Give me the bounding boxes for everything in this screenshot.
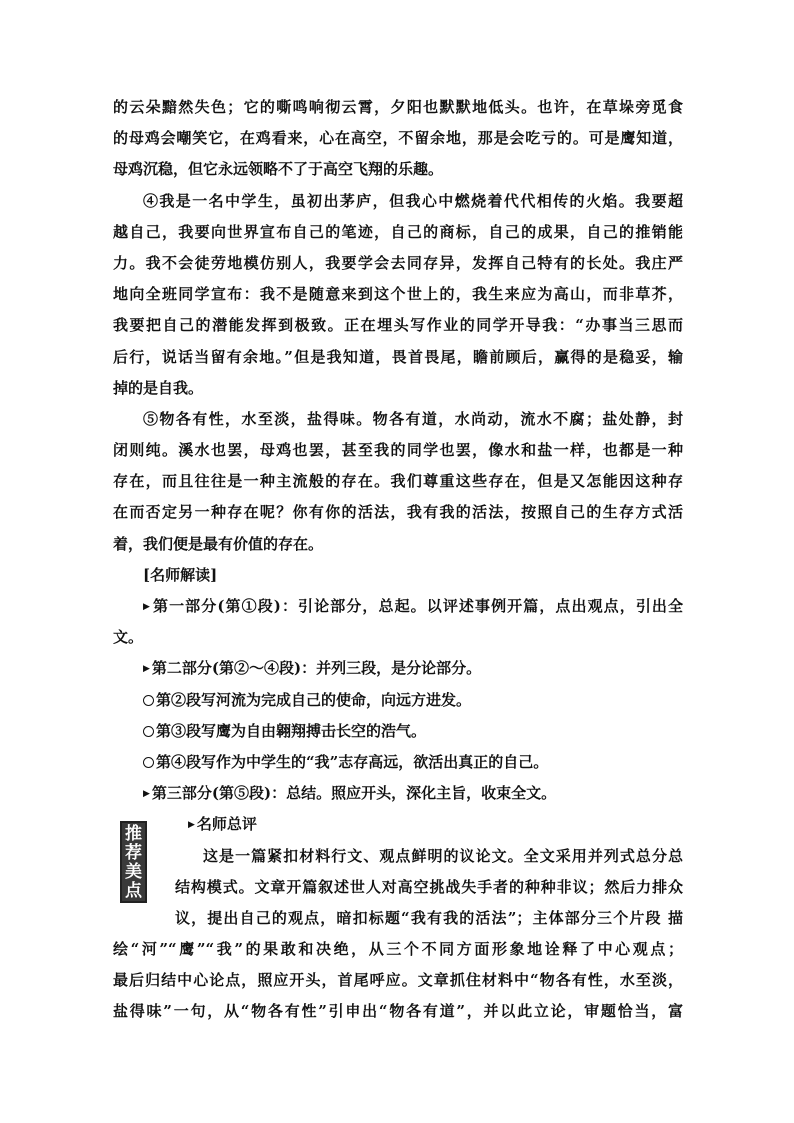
circle-bullet-icon [143,757,154,768]
text-line: 这是一篇紧扣材料行文、观点鲜明的议论文。全文采用并列式总分总 [203,846,683,865]
analysis-text: 第三部分(第⑤段)：总结。照应开头，深化主旨，收束全文。 [151,784,557,803]
text-line: 着，我们便是最有价值的存在。 [113,534,324,553]
document-page [113,92,683,1028]
analysis-text: 第③段写鹰为自由翱翔搏击长空的浩气。 [156,721,427,740]
text-line: 力。我不会徒劳地模仿别人，我要学会去同存异，发挥自己特有的长处。我庄严 [113,253,683,272]
analysis-text: 第②段写河流为完成自己的使命，向远方进发。 [156,690,472,709]
circle-bullet-icon [143,726,154,737]
triangle-bullet-icon: ▶ [188,820,195,831]
circle-bullet-icon [143,695,154,706]
text-line: 文。 [113,628,144,647]
text-line: 存在，而且往往是一种主流般的存在。我们尊重这些存在，但是又怎能因这种存 [113,472,683,491]
highlight-char: 荐 [125,843,142,863]
text-line: 的云朵黯然失色；它的嘶鸣响彻云霄，夕阳也默默地低头。也许，在草垛旁觅食 [113,98,683,116]
text-line: 我要把自己的潜能发挥到极致。正在埋头写作业的同学开导我：“办事当三思而 [113,316,683,335]
analysis-text: 第二部分(第②～④段)：并列三段，是分论部分。 [151,659,482,678]
text-line: ⑤物各有性，水至淡，盐得味。物各有道，水尚动，流水不腐；盐处静，封 [143,409,683,428]
text-line: 地向全班同学宣布：我不是随意来到这个世上的，我生来应为高山，而非草芥， [113,285,683,304]
text-line: 在而否定另一种存在呢？你有你的活法，我有我的活法，按照自己的生存方式活 [113,503,683,522]
text-line: 绘“河”“鹰”“我”的果敢和决绝，从三个不同方面形象地诠释了中心观点； [113,940,683,959]
highlight-char: 美 [125,862,142,882]
analysis-sub2 [113,716,683,747]
text-line: 结构模式。文章开篇叙述世人对高空挑战失手者的种种非议；然后力排众 [175,877,683,896]
analysis-part1 [113,591,683,622]
triangle-bullet-icon: ▶ [143,664,150,675]
highlight-label-box [120,821,147,903]
text-line: 掉的是自我。 [113,378,204,397]
highlight-char: 推 [125,824,142,844]
analysis-part3 [113,778,683,809]
text-line: 越自己，我要向世界宣布自己的笔迹，自己的商标，自己的成果，自己的推销能 [113,222,683,241]
text-line: 议，提出自己的观点，暗扣标题“我有我的活法”；主体部分三个片段 描 [175,908,683,927]
review-title: 名师总评 [196,815,257,834]
triangle-bullet-icon: ▶ [143,789,150,800]
text-line: 盐得味”一句，从“物各有性”引申出“物各有道”，并以此立论，审题恰当，富 [113,1002,683,1021]
text-line: 母鸡沉稳，但它永远领略不了于高空飞翔的乐趣。 [113,160,444,179]
text-line: 最后归结中心论点，照应开头，首尾呼应。文章抓住材料中“物各有性，水至淡， [113,971,683,990]
analysis-text: 第一部分(第①段)：引论部分，总起。以评述事例开篇，点出观点，引出全 [153,597,683,615]
text-line: 后行，说话当留有余地。”但是我知道，畏首畏尾，瞻前顾后，赢得的是稳妥，输 [113,347,683,366]
review-title-line [113,809,683,840]
analysis-text: 第④段写作为中学生的“我”志存高远，欲活出真正的自己。 [156,752,549,771]
text-line: 的母鸡会嘲笑它，在鸡看来，心在高空，不留余地，那是会吃亏的。可是鹰知道， [113,129,683,148]
analysis-sub1 [113,685,683,716]
text-line: 闭则纯。溪水也罢，母鸡也罢，甚至我的同学也罢，像水和盐一样，也都是一种 [113,441,683,460]
text-line: ④我是一名中学生，虽初出茅庐，但我心中燃烧着代代相传的火焰。我要超 [143,191,683,210]
highlight-char: 点 [125,881,142,901]
section-title: [名师解读] [143,565,218,584]
analysis-sub3 [113,747,683,778]
triangle-bullet-icon: ▶ [143,602,152,612]
analysis-part2 [113,653,683,684]
